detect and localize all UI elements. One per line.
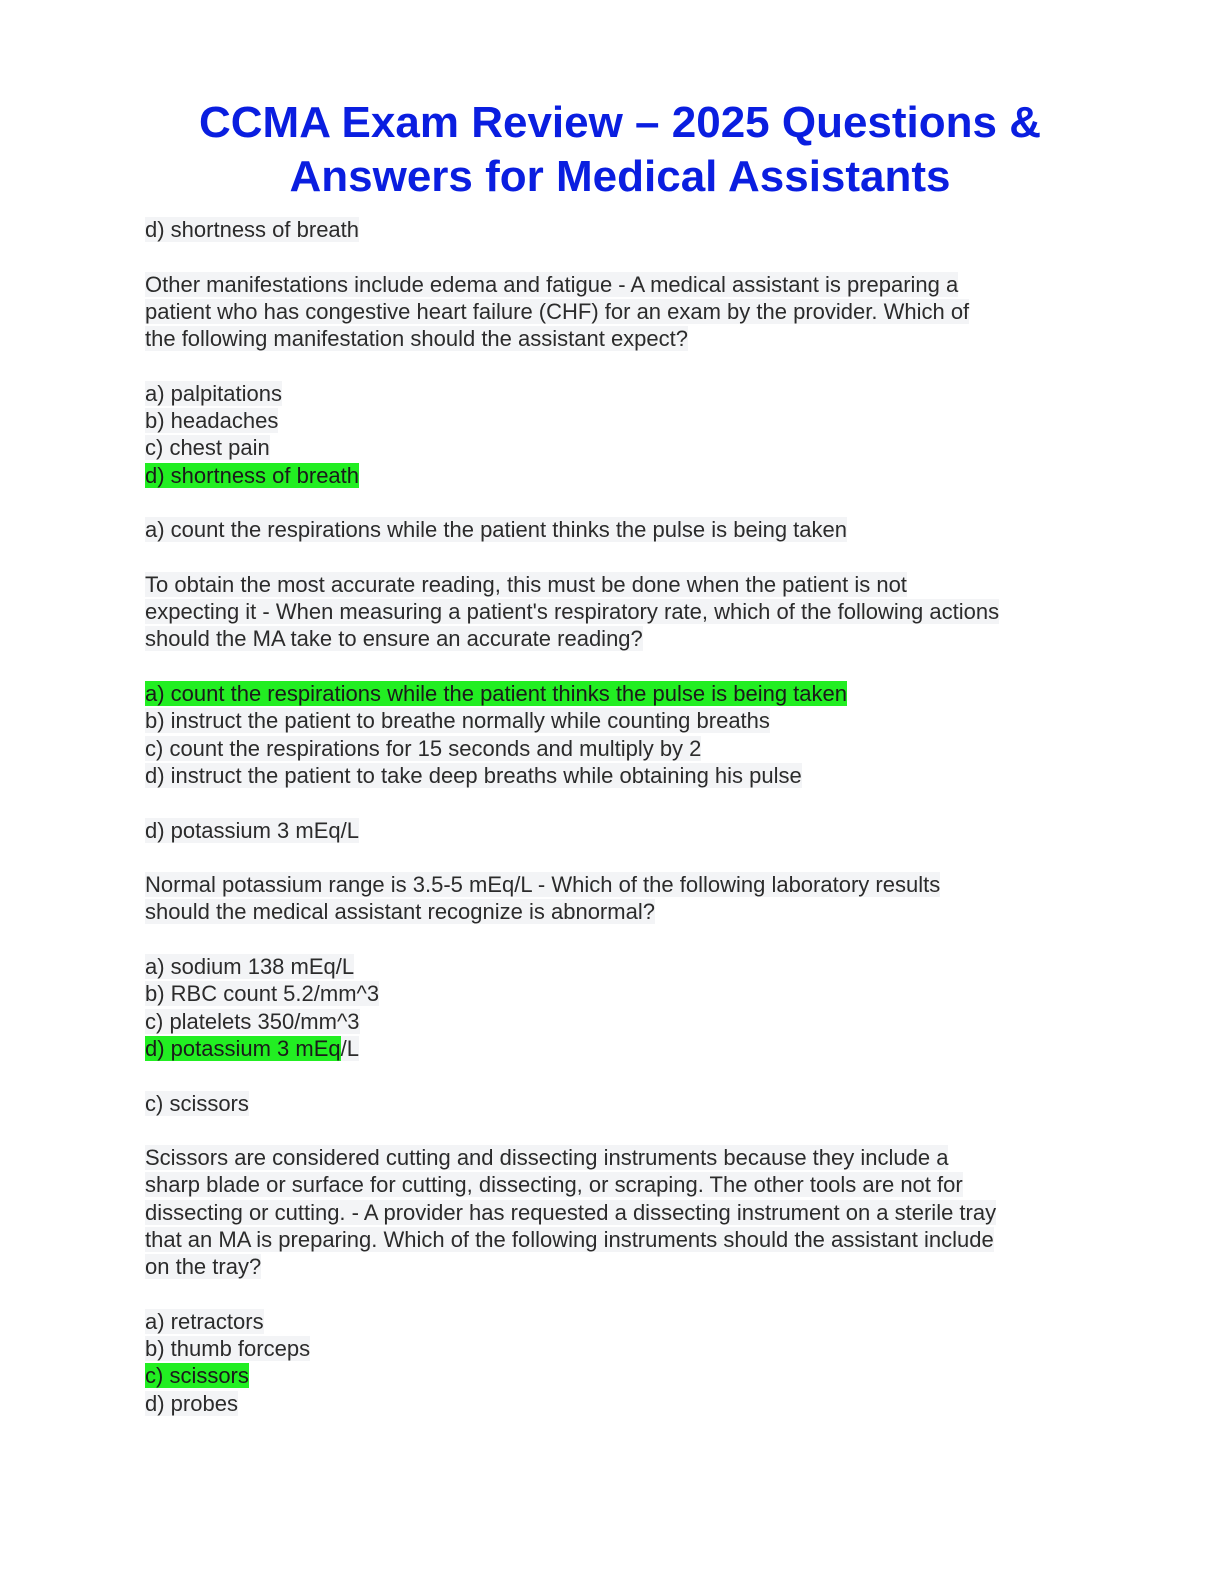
option-c: c) chest pain xyxy=(145,435,270,461)
highlighted-answer: d) potassium 3 mEq xyxy=(145,1035,341,1061)
explanation-line: the following manifestation should the assistant expect? xyxy=(145,326,688,352)
answer-line: d) potassium 3 mEq/L xyxy=(145,817,359,843)
option-d: d) instruct the patient to take deep breaths while obtaining his pulse xyxy=(145,762,802,788)
highlighted-answer: a) count the respirations while the patient thinks the pulse is being taken xyxy=(145,681,847,707)
explanation-line: Scissors are considered cutting and dissecting instruments because they include a xyxy=(145,1145,949,1171)
explanation-line: dissecting or cutting. - A provider has requested a dissecting instrument on a sterile tray xyxy=(145,1199,997,1225)
option-d-correct xyxy=(145,462,1085,489)
option-b: b) instruct the patient to breathe normally while counting breaths xyxy=(145,708,770,734)
document-title xyxy=(100,96,1140,204)
option-d: d) probes xyxy=(145,1390,238,1416)
option-c-correct xyxy=(145,1362,1085,1389)
answer-line: c) scissors xyxy=(145,1090,249,1116)
option-a-correct xyxy=(145,680,1085,707)
option-a: a) palpitations xyxy=(145,380,282,406)
answer-line: d) shortness of breath xyxy=(145,217,360,242)
option-c: c) count the respirations for 15 seconds and multiply by 2 xyxy=(145,735,702,761)
explanation-line: patient who has congestive heart failure (CHF) for an exam by the provider. Which of xyxy=(145,298,970,324)
title-line-1: CCMA Exam Review – 2025 Questions & xyxy=(198,98,1041,147)
explanation-line: should the MA take to ensure an accurate reading? xyxy=(145,626,643,652)
option-a: a) sodium 138 mEq/L xyxy=(145,954,355,980)
option-d-correct: d) potassium 3 mEq/L xyxy=(145,1035,359,1061)
answer-line: a) count the respirations while the patient thinks the pulse is being taken xyxy=(145,517,847,543)
explanation-line: Other manifestations include edema and fatigue - A medical assistant is preparing a xyxy=(145,271,959,297)
option-b: b) headaches xyxy=(145,408,279,434)
highlighted-answer: d) shortness of breath xyxy=(145,462,360,488)
explanation-line: Normal potassium range is 3.5-5 mEq/L - Which of the following laboratory results xyxy=(145,872,941,898)
option-b: b) RBC count 5.2/mm^3 xyxy=(145,981,380,1007)
option-c: c) platelets 350/mm^3 xyxy=(145,1008,360,1034)
explanation-line: on the tray? xyxy=(145,1254,262,1280)
explanation-line: that an MA is preparing. Which of the following instruments should the assistant include xyxy=(145,1226,994,1252)
title-line-2: Answers for Medical Assistants xyxy=(289,152,951,201)
explanation-line: should the medical assistant recognize is abnormal? xyxy=(145,899,655,925)
option-a: a) retractors xyxy=(145,1308,264,1334)
explanation-line: To obtain the most accurate reading, this must be done when the patient is not xyxy=(145,571,907,597)
document-body xyxy=(145,216,1085,1417)
explanation-line: sharp blade or surface for cutting, dissecting, or scraping. The other tools are not for xyxy=(145,1172,963,1198)
option-b: b) thumb forceps xyxy=(145,1336,311,1362)
explanation-line: expecting it - When measuring a patient's respiratory rate, which of the following actions xyxy=(145,599,1000,625)
highlighted-answer: c) scissors xyxy=(145,1363,249,1389)
